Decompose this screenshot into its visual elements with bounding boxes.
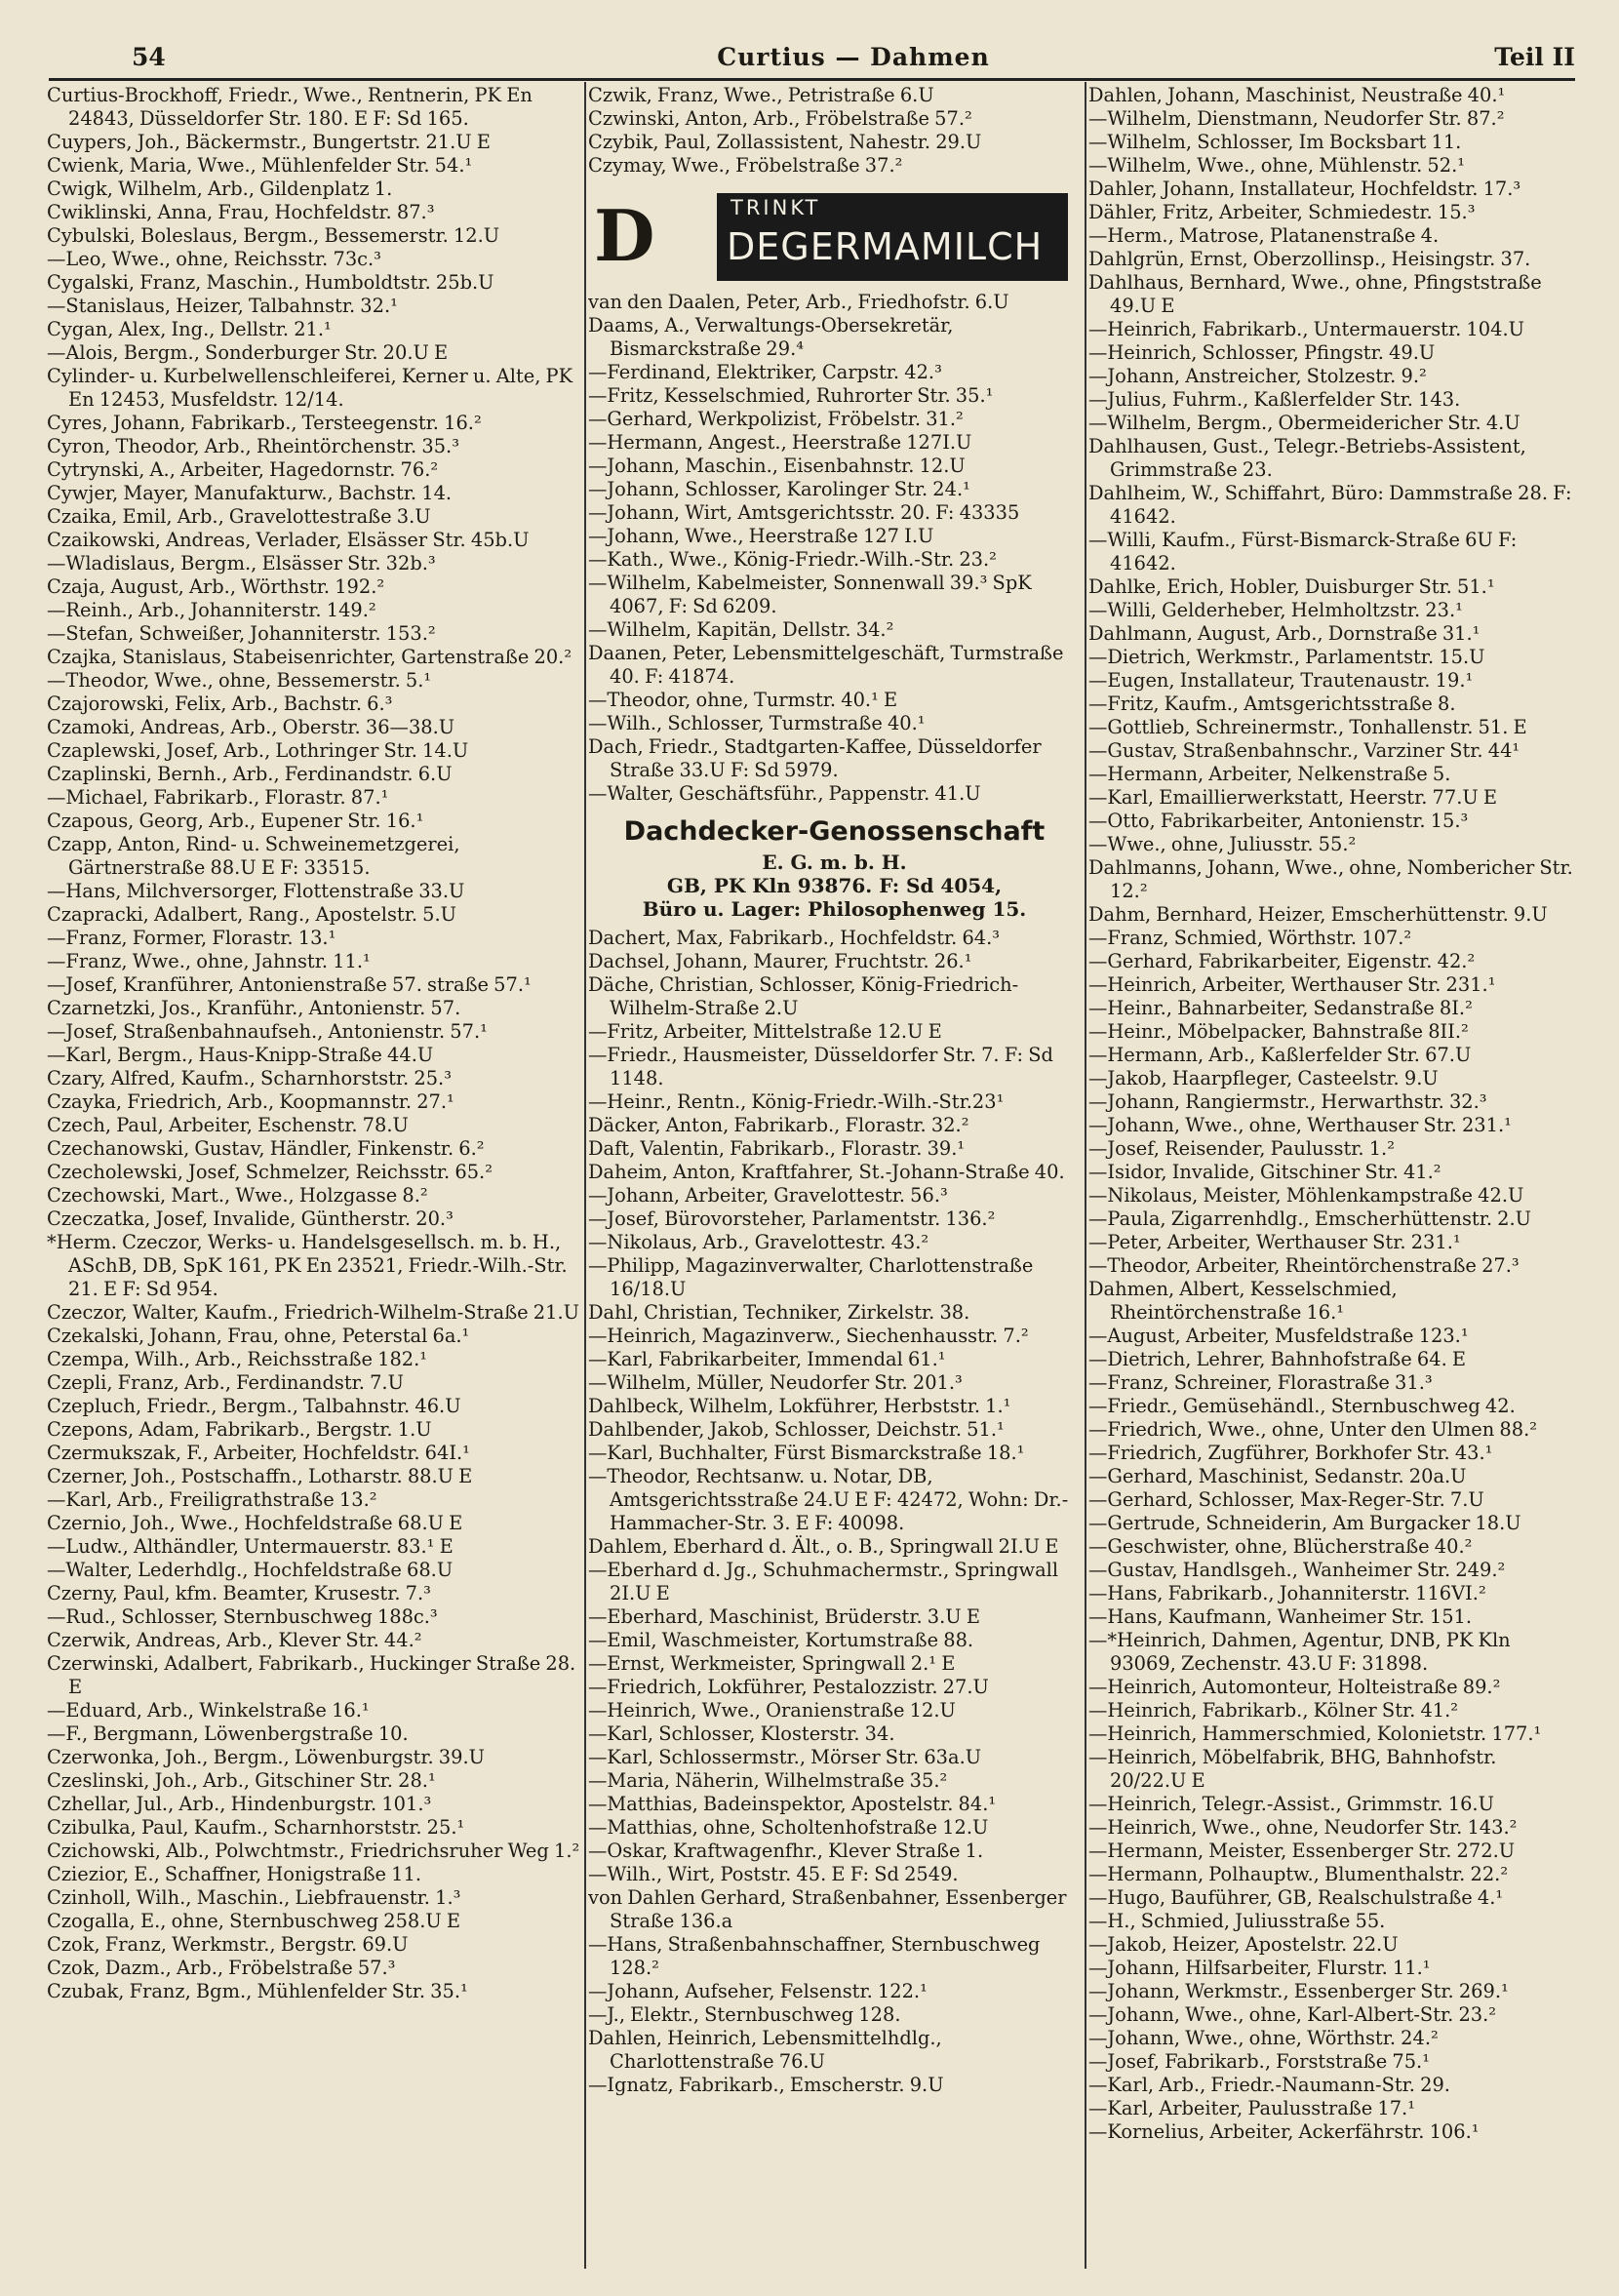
directory-entry: —Heinrich, Möbelfabrik, BHG, Bahnhofstr. 20/22.U E xyxy=(1088,1746,1497,1792)
directory-entry: Czwik, Franz, Wwe., Petristraße 6.U xyxy=(588,84,934,106)
directory-entry: Dachsel, Johann, Maurer, Fruchtstr. 26.¹ xyxy=(588,950,972,972)
directory-entry: —Johann, Hilfsarbeiter, Flurstr. 11.¹ xyxy=(1088,1957,1431,1979)
directory-entry: —Heinrich, Telegr.-Assist., Grimmstr. 16.U xyxy=(1088,1793,1494,1815)
directory-entry: —Heinr., Rentn., König-Friedr.-Wilh.-Str.23¹ xyxy=(588,1090,1005,1113)
directory-entry: —Emil, Waschmeister, Kortumstraße 88. xyxy=(588,1629,974,1651)
directory-entry: —Heinrich, Wwe., Oranienstraße 12.U xyxy=(588,1699,956,1722)
directory-entry: Cygan, Alex, Ing., Dellstr. 21.¹ xyxy=(47,318,332,340)
directory-entry: Czok, Dazm., Arb., Fröbelstraße 57.³ xyxy=(47,1957,396,1979)
directory-entry: Daams, A., Verwaltungs-Obersekretär, Bismarckstraße 29.⁴ xyxy=(588,314,954,360)
coop-address: Büro u. Lager: Philosophenweg 15. xyxy=(642,897,1027,921)
directory-entry: Cybulski, Boleslaus, Bergm., Bessemerstr. 12.U xyxy=(47,224,500,247)
directory-entry: —Theodor, Arbeiter, Rheintörchenstraße 27.³ xyxy=(1088,1254,1520,1277)
directory-entry: Czichowski, Alb., Polwchtmstr., Friedrichsruher Weg 1.² xyxy=(47,1840,580,1862)
directory-entry: Daft, Valentin, Fabrikarb., Florastr. 39.¹ xyxy=(588,1137,966,1160)
directory-entry: —Johann, Aufseher, Felsenstr. 122.¹ xyxy=(588,1980,928,2002)
directory-entry: Czapp, Anton, Rind- u. Schweinemetzgerei, Gärtnerstraße 88.U E F: 33515. xyxy=(47,833,460,879)
directory-entry: —Wilhelm, Schlosser, Im Bocksbart 11. xyxy=(1088,131,1462,153)
directory-entry: Dahlheim, W., Schiffahrt, Büro: Dammstraße 28. F: 41642. xyxy=(1088,482,1572,528)
directory-entry: von Dahlen Gerhard, Straßenbahner, Essenberger Straße 136.a xyxy=(588,1886,1067,1932)
directory-entry: —F., Bergmann, Löwenbergstraße 10. xyxy=(47,1722,409,1745)
directory-entry: Czaplewski, Josef, Arb., Lothringer Str. 14.U xyxy=(47,739,469,762)
directory-entry: —Karl, Emaillierwerkstatt, Heerstr. 77.U E xyxy=(1088,786,1498,809)
directory-entry: —Paula, Zigarrenhdlg., Emscherhüttenstr. 2.U xyxy=(1088,1207,1532,1230)
directory-entry: —Theodor, Rechtsanw. u. Notar, DB, Amtsgerichtsstraße 24.U E F: 42472, Wohn: Dr.-Hammacher-Str. 3. E F: 40098. xyxy=(588,1465,1069,1534)
directory-entry: —Heinrich, Wwe., ohne, Neudorfer Str. 143.² xyxy=(1088,1816,1518,1839)
directory-entry: Dähler, Fritz, Arbeiter, Schmiedestr. 15.³ xyxy=(1088,201,1476,223)
directory-entry: —Eduard, Arb., Winkelstraße 16.¹ xyxy=(47,1699,370,1722)
directory-entry: Czerwinski, Adalbert, Fabrikarb., Huckinger Straße 28. E xyxy=(47,1652,576,1698)
directory-entry: —Heinrich, Fabrikarb., Untermauerstr. 104.U xyxy=(1088,318,1524,340)
directory-entry: —Walter, Geschäftsführ., Pappenstr. 41.U xyxy=(588,782,981,805)
directory-entry: —Hans, Straßenbahnschaffner, Sternbuschweg 128.² xyxy=(588,1933,1041,1979)
directory-entry: Cyron, Theodor, Arb., Rheintörchenstr. 35.³ xyxy=(47,435,459,457)
directory-entry: —Peter, Arbeiter, Werthauser Str. 231.¹ xyxy=(1088,1231,1461,1253)
directory-entry: Czary, Alfred, Kaufm., Scharnhorststr. 25.³ xyxy=(47,1067,452,1089)
directory-entry: —Michael, Fabrikarb., Florastr. 87.¹ xyxy=(47,786,389,809)
directory-entry: —Karl, Arb., Freiligrathstraße 13.² xyxy=(47,1488,377,1511)
directory-entry: —Heinr., Bahnarbeiter, Sedanstraße 8I.² xyxy=(1088,997,1473,1019)
directory-entry: Dahlhaus, Bernhard, Wwe., ohne, Pfingststraße 49.U E xyxy=(1088,271,1542,317)
directory-entry: Czerwonka, Joh., Bergm., Löwenburgstr. 39.U xyxy=(47,1746,485,1768)
directory-entry: Dachert, Max, Fabrikarb., Hochfeldstr. 64.³ xyxy=(588,927,1001,949)
directory-entry: —Rud., Schlosser, Sternbuschweg 188c.³ xyxy=(47,1605,438,1628)
directory-entry: Dahlmanns, Johann, Wwe., ohne, Nombericher Str. 12.² xyxy=(1088,856,1573,902)
advertisement xyxy=(588,183,1081,289)
column-2 xyxy=(588,84,1081,2269)
directory-entry: —Karl, Arb., Friedr.-Naumann-Str. 29. xyxy=(1088,2074,1450,2096)
directory-entry: Czybik, Paul, Zollassistent, Nahestr. 29.U xyxy=(588,131,982,153)
directory-entry: Czogalla, E., ohne, Sternbuschweg 258.U E xyxy=(47,1910,461,1932)
directory-entry: Czinholl, Wilh., Maschin., Liebfrauenstr. 1.³ xyxy=(47,1886,461,1909)
directory-entry: —Fritz, Arbeiter, Mittelstraße 12.U E xyxy=(588,1020,942,1043)
directory-entry: —Hans, Kaufmann, Wanheimer Str. 151. xyxy=(1088,1605,1473,1628)
directory-entry: —Matthias, ohne, Scholtenhofstraße 12.U xyxy=(588,1816,989,1839)
directory-entry: —Franz, Schreiner, Florastraße 31.³ xyxy=(1088,1371,1433,1394)
directory-entry: Dahler, Johann, Installateur, Hochfeldstr. 17.³ xyxy=(1088,178,1521,200)
directory-entry: —Friedrich, Wwe., ohne, Unter den Ulmen 88.² xyxy=(1088,1418,1538,1441)
column-1 xyxy=(47,84,581,2269)
directory-entry: —J., Elektr., Sternbuschweg 128. xyxy=(588,2003,901,2026)
directory-entry: —Wwe., ohne, Juliusstr. 55.² xyxy=(1088,833,1357,855)
directory-entry: Däche, Christian, Schlosser, König-Friedrich-Wilhelm-Straße 2.U xyxy=(588,973,1019,1019)
directory-entry: —Gottlieb, Schreinermstr., Tonhallenstr. 51. E xyxy=(1088,716,1527,738)
directory-entry: —Franz, Wwe., ohne, Jahnstr. 11.¹ xyxy=(47,950,371,972)
directory-entry: Cywjer, Mayer, Manufakturw., Bachstr. 14. xyxy=(47,482,453,504)
directory-entry: —Hermann, Angest., Heerstraße 127I.U xyxy=(588,431,972,454)
coop-legal-form: E. G. m. b. H. xyxy=(762,851,907,874)
directory-entry: —Karl, Schlosser, Klosterstr. 34. xyxy=(588,1722,895,1745)
directory-entry: —Hermann, Arbeiter, Nelkenstraße 5. xyxy=(1088,763,1451,785)
directory-entry: Czepons, Adam, Fabrikarb., Bergstr. 1.U xyxy=(47,1418,432,1441)
directory-entry: —Heinrich, Schlosser, Pfingstr. 49.U xyxy=(1088,341,1436,364)
directory-entry: —Hermann, Polhauptw., Blumenthalstr. 22.² xyxy=(1088,1863,1509,1885)
directory-entry: —Friedrich, Zugführer, Borkhofer Str. 43.¹ xyxy=(1088,1442,1493,1464)
directory-entry: Cyres, Johann, Fabrikarb., Tersteegenstr. 16.² xyxy=(47,412,482,434)
directory-entry: Czhellar, Jul., Arb., Hindenburgstr. 101.³ xyxy=(47,1793,432,1815)
directory-entry: —Alois, Bergm., Sonderburger Str. 20.U E xyxy=(47,341,449,364)
directory-entry: Daheim, Anton, Kraftfahrer, St.-Johann-Straße 40. xyxy=(588,1161,1065,1183)
directory-entry: —Nikolaus, Meister, Möhlenkampstraße 42.U xyxy=(1088,1184,1524,1207)
directory-entry: —Jakob, Haarpfleger, Casteelstr. 9.U xyxy=(1088,1067,1439,1089)
directory-entry: Dahlhausen, Gust., Telegr.-Betriebs-Assistent, Grimmstraße 23. xyxy=(1088,435,1526,481)
directory-entry: —Ignatz, Fabrikarb., Emscherstr. 9.U xyxy=(588,2074,944,2096)
directory-entry: Czermukszak, F., Arbeiter, Hochfeldstr. 64I.¹ xyxy=(47,1442,470,1464)
directory-entry: Däcker, Anton, Fabrikarb., Florastr. 32.² xyxy=(588,1114,969,1136)
directory-entry: Czymay, Wwe., Fröbelstraße 37.² xyxy=(588,154,903,177)
directory-entry: —Franz, Former, Florastr. 13.¹ xyxy=(47,927,336,949)
directory-entry: —Karl, Arbeiter, Paulusstraße 17.¹ xyxy=(1088,2097,1415,2119)
directory-entry: —Stefan, Schweißer, Johanniterstr. 153.² xyxy=(47,622,436,645)
directory-entry: —Wilhelm, Müller, Neudorfer Str. 201.³ xyxy=(588,1371,963,1394)
directory-entry: —Johann, Anstreicher, Stolzestr. 9.² xyxy=(1088,365,1427,387)
directory-entry: —Gerhard, Werkpolizist, Fröbelstr. 31.² xyxy=(588,408,964,430)
coop-contact: GB, PK Kln 93876. F: Sd 4054, xyxy=(666,874,1003,897)
directory-entry: —Wilhelm, Kapitän, Dellstr. 34.² xyxy=(588,618,894,641)
directory-entry: —Karl, Fabrikarbeiter, Immendal 61.¹ xyxy=(588,1348,946,1370)
directory-entry: Cwienk, Maria, Wwe., Mühlenfelder Str. 54.¹ xyxy=(47,154,473,177)
directory-entry: —Johann, Werkmstr., Essenberger Str. 269.¹ xyxy=(1088,1980,1509,2002)
directory-entry: —Josef, Kranführer, Antonienstraße 57. straße 57.¹ xyxy=(47,973,532,996)
directory-entry: —Ernst, Werkmeister, Springwall 2.¹ E xyxy=(588,1652,956,1675)
directory-entry: —Wilhelm, Bergm., Obermeidericher Str. 4.U xyxy=(1088,412,1520,434)
directory-entry: —Kath., Wwe., König-Friedr.-Wilh.-Str. 23.² xyxy=(588,548,997,571)
directory-entry: Czibulka, Paul, Kaufm., Scharnhorststr. 25.¹ xyxy=(47,1816,465,1839)
directory-entry: —Johann, Rangiermstr., Herwarthstr. 32.³ xyxy=(1088,1090,1487,1113)
directory-entry: —Dietrich, Lehrer, Bahnhofstraße 64. E xyxy=(1088,1348,1467,1370)
directory-entry: Czajorowski, Felix, Arb., Bachstr. 6.³ xyxy=(47,693,393,715)
column-divider xyxy=(584,82,586,2269)
directory-entry: van den Daalen, Peter, Arb., Friedhofstr. 6.U xyxy=(588,291,1009,313)
entry-group xyxy=(588,927,1081,2097)
directory-entry: —Stanislaus, Heizer, Talbahnstr. 32.¹ xyxy=(47,295,398,317)
cooperative-notice xyxy=(588,813,1081,921)
directory-entry: —Hans, Fabrikarb., Johanniterstr. 116VI.² xyxy=(1088,1582,1486,1604)
directory-entry: Czaika, Emil, Arb., Gravelottestraße 3.U xyxy=(47,505,431,528)
directory-entry: Cuypers, Joh., Bäckermstr., Bungertstr. 21.U E xyxy=(47,131,491,153)
directory-entry: —Oskar, Kraftwagenfhr., Klever Straße 1. xyxy=(588,1840,984,1862)
directory-entry: Czajka, Stanislaus, Stabeisenrichter, Gartenstraße 20.² xyxy=(47,646,573,668)
directory-entry: —Dietrich, Werkmstr., Parlamentstr. 15.U xyxy=(1088,646,1485,668)
directory-entry: Czayka, Friedrich, Arb., Koopmannstr. 27.¹ xyxy=(47,1090,454,1113)
directory-entry: Dahlen, Heinrich, Lebensmittelhdlg., Charlottenstraße 76.U xyxy=(588,2027,942,2073)
directory-entry: —Friedr., Gemüsehändl., Sternbuschweg 42. xyxy=(1088,1395,1516,1417)
directory-entry: —Karl, Schlossermstr., Mörser Str. 63a.U xyxy=(588,1746,982,1768)
directory-entry: —Wilh., Wirt, Poststr. 45. E F: Sd 2549. xyxy=(588,1863,959,1885)
directory-entry: Dahmen, Albert, Kesselschmied, Rheintörchenstraße 16.¹ xyxy=(1088,1278,1398,1324)
directory-entry: —Hans, Milchversorger, Flottenstraße 33.U xyxy=(47,880,465,902)
column-divider xyxy=(1085,82,1086,2269)
directory-entry: —Otto, Fabrikarbeiter, Antonienstr. 15.³ xyxy=(1088,810,1469,832)
directory-entry: —Heinrich, Arbeiter, Werthauser Str. 231.¹ xyxy=(1088,973,1496,996)
directory-entry: —Heinr., Möbelpacker, Bahnstraße 8II.² xyxy=(1088,1020,1469,1043)
directory-entry: —Johann, Wwe., ohne, Wörthstr. 24.² xyxy=(1088,2027,1439,2049)
directory-entry: Curtius-Brockhoff, Friedr., Wwe., Rentnerin, PK En 24843, Düsseldorfer Str. 180. E F: Sd 165. xyxy=(47,84,533,130)
directory-entry: —Wilh., Schlosser, Turmstraße 40.¹ xyxy=(588,712,926,734)
directory-entry: Cygalski, Franz, Maschin., Humboldtstr. 25b.U xyxy=(47,271,494,294)
directory-entry: —Gustav, Straßenbahnschr., Varziner Str. 44¹ xyxy=(1088,739,1520,762)
directory-entry: Czerny, Paul, kfm. Beamter, Krusestr. 7.³ xyxy=(47,1582,431,1604)
directory-entry: *Herm. Czeczor, Werks- u. Handelsgesellsch. m. b. H., ASchB, DB, SpK 161, PK En 23521, Friedr.-Wilh.-Str. 21. E F: Sd 954. xyxy=(47,1231,568,1300)
directory-entry: Czechanowski, Gustav, Händler, Finkenstr. 6.² xyxy=(47,1137,485,1160)
directory-entry: —Ferdinand, Elektriker, Carpstr. 42.³ xyxy=(588,361,942,383)
directory-entry: —Eugen, Installateur, Trautenaustr. 19.¹ xyxy=(1088,669,1474,692)
ad-line-1: TRINKT xyxy=(731,196,821,219)
directory-entry: —Kornelius, Arbeiter, Ackerfährstr. 106.¹ xyxy=(1088,2120,1480,2143)
directory-entry: —Jakob, Heizer, Apostelstr. 22.U xyxy=(1088,1933,1399,1956)
directory-entry: —August, Arbeiter, Musfeldstraße 123.¹ xyxy=(1088,1325,1469,1347)
directory-entry: —Herm., Matrose, Platanenstraße 4. xyxy=(1088,224,1440,247)
directory-entry: —Fritz, Kesselschmied, Ruhrorter Str. 35.¹ xyxy=(588,384,994,407)
directory-entry: —Hermann, Arb., Kaßlerfelder Str. 67.U xyxy=(1088,1044,1472,1066)
directory-entry: —*Heinrich, Dahmen, Agentur, DNB, PK Kln 93069, Zechenstr. 43.U F: 31898. xyxy=(1088,1629,1511,1675)
directory-entry: —Gerhard, Fabrikarbeiter, Eigenstr. 42.² xyxy=(1088,950,1476,972)
directory-entry: —Johann, Wwe., Heerstraße 127 I.U xyxy=(588,525,934,547)
section-letter: D xyxy=(594,194,655,277)
directory-entry: Dach, Friedr., Stadtgarten-Kaffee, Düsseldorfer Straße 33.U F: Sd 5979. xyxy=(588,735,1042,781)
directory-entry: —Friedrich, Lokführer, Pestalozzistr. 27.U xyxy=(588,1676,989,1698)
directory-entry: —Maria, Näherin, Wilhelmstraße 35.² xyxy=(588,1769,948,1792)
directory-entry: —Johann, Arbeiter, Gravelottestr. 56.³ xyxy=(588,1184,948,1207)
directory-entry: Dahlen, Johann, Maschinist, Neustraße 40.¹ xyxy=(1088,84,1506,106)
directory-entry: Czernio, Joh., Wwe., Hochfeldstraße 68.U E xyxy=(47,1512,463,1534)
directory-entry: —Geschwister, ohne, Blücherstraße 40.² xyxy=(1088,1535,1473,1558)
directory-entry: —Karl, Bergm., Haus-Knipp-Straße 44.U xyxy=(47,1044,434,1066)
directory-entry: —Heinrich, Hammerschmied, Kolonietstr. 177.¹ xyxy=(1088,1722,1542,1745)
directory-entry: Czerner, Joh., Postschaffn., Lotharstr. 88.U E xyxy=(47,1465,473,1487)
directory-entry: —Josef, Fabrikarb., Forststraße 75.¹ xyxy=(1088,2050,1430,2073)
directory-entry: Cytrynski, A., Arbeiter, Hagedornstr. 76.² xyxy=(47,458,439,481)
directory-entry: —Johann, Wwe., ohne, Karl-Albert-Str. 23.² xyxy=(1088,2003,1497,2026)
directory-entry: Czubak, Franz, Bgm., Mühlenfelder Str. 35.¹ xyxy=(47,1980,468,2002)
directory-entry: —Josef, Bürovorsteher, Parlamentstr. 136.² xyxy=(588,1207,996,1230)
directory-entry: —Philipp, Magazinverwalter, Charlottenstraße 16/18.U xyxy=(588,1254,1034,1300)
directory-entry: Czekalski, Johann, Frau, ohne, Peterstal 6a.¹ xyxy=(47,1325,470,1347)
directory-entry: Dahlbender, Jakob, Schlosser, Deichstr. 51.¹ xyxy=(588,1418,1005,1441)
directory-entry: —Josef, Reisender, Paulusstr. 1.² xyxy=(1088,1137,1395,1160)
directory-entry: —Heinrich, Magazinverw., Siechenhausstr. 7.² xyxy=(588,1325,1029,1347)
directory-entry: —Hermann, Meister, Essenberger Str. 272.U xyxy=(1088,1840,1516,1862)
directory-entry: —Wilhelm, Kabelmeister, Sonnenwall 39.³ SpK 4067, F: Sd 6209. xyxy=(588,572,1032,617)
directory-entry: —Gertrude, Schneiderin, Am Burgacker 18.U xyxy=(1088,1512,1521,1534)
directory-entry: —Theodor, ohne, Turmstr. 40.¹ E xyxy=(588,689,898,711)
directory-entry: —Nikolaus, Arb., Gravelottestr. 43.² xyxy=(588,1231,929,1253)
running-head: Curtius — Dahmen xyxy=(717,43,990,71)
part-label: Teil II xyxy=(1494,43,1575,71)
directory-entry: —Ludw., Althändler, Untermauerstr. 83.¹ E xyxy=(47,1535,454,1558)
directory-entry: —Johann, Wirt, Amtsgerichtsstr. 20. F: 43335 xyxy=(588,501,1020,524)
directory-entry: —Willi, Gelderheber, Helmholtzstr. 23.¹ xyxy=(1088,599,1463,621)
directory-entry: —Theodor, Wwe., ohne, Bessemerstr. 5.¹ xyxy=(47,669,432,692)
directory-entry: —Karl, Buchhalter, Fürst Bismarckstraße 18.¹ xyxy=(588,1442,1025,1464)
directory-entry: Czerwik, Andreas, Arb., Klever Str. 44.² xyxy=(47,1629,422,1651)
directory-entry: Czarnetzki, Jos., Kranführ., Antonienstr. 57. xyxy=(47,997,461,1019)
directory-entry: Dahl, Christian, Techniker, Zirkelstr. 38. xyxy=(588,1301,970,1324)
directory-entry: —Leo, Wwe., ohne, Reichsstr. 73c.³ xyxy=(47,248,381,270)
directory-entry: Czapous, Georg, Arb., Eupener Str. 16.¹ xyxy=(47,810,424,832)
directory-entry: —Johann, Wwe., ohne, Werthauser Str. 231.¹ xyxy=(1088,1114,1512,1136)
directory-entry: Cwigk, Wilhelm, Arb., Gildenplatz 1. xyxy=(47,178,393,200)
entry-group xyxy=(588,84,1081,178)
directory-entry: Czaikowski, Andreas, Verlader, Elsässer Str. 45b.U xyxy=(47,529,530,551)
directory-entry: —Josef, Straßenbahnaufseh., Antonienstr. 57.¹ xyxy=(47,1020,488,1043)
directory-entry: Dahm, Bernhard, Heizer, Emscherhüttenstr. 9.U xyxy=(1088,903,1548,926)
directory-entry: Czepli, Franz, Arb., Ferdinandstr. 7.U xyxy=(47,1371,404,1394)
directory-entry: Czeczor, Walter, Kaufm., Friedrich-Wilhelm-Straße 21.U xyxy=(47,1301,579,1324)
directory-entry: —Johann, Schlosser, Karolinger Str. 24.¹ xyxy=(588,478,970,500)
directory-entry: Dahlbeck, Wilhelm, Lokführer, Herbststr. 1.¹ xyxy=(588,1395,1011,1417)
directory-entry: —Friedr., Hausmeister, Düsseldorfer Str. 7. F: Sd 1148. xyxy=(588,1044,1053,1089)
directory-entry: —Franz, Schmied, Wörthstr. 107.² xyxy=(1088,927,1412,949)
directory-entry: Czapracki, Adalbert, Rang., Apostelstr. 5.U xyxy=(47,903,457,926)
directory-entry: Dahlke, Erich, Hobler, Duisburger Str. 51.¹ xyxy=(1088,575,1495,598)
directory-entry: Czwinski, Anton, Arb., Fröbelstraße 57.² xyxy=(588,107,972,130)
directory-entry: Czech, Paul, Arbeiter, Eschenstr. 78.U xyxy=(47,1114,409,1136)
coop-name: Dachdecker-Genossenschaft xyxy=(623,816,1046,847)
directory-entry: —Wilhelm, Dienstmann, Neudorfer Str. 87.² xyxy=(1088,107,1505,130)
directory-entry: Czaja, August, Arb., Wörthstr. 192.² xyxy=(47,575,385,598)
directory-entry: —Fritz, Kaufm., Amtsgerichtsstraße 8. xyxy=(1088,693,1456,715)
directory-entry: —Matthias, Badeinspektor, Apostelstr. 84.¹ xyxy=(588,1793,997,1815)
directory-entry: Czempa, Wilh., Arb., Reichsstraße 182.¹ xyxy=(47,1348,428,1370)
directory-entry: —Johann, Maschin., Eisenbahnstr. 12.U xyxy=(588,455,966,477)
directory-entry: —Eberhard, Maschinist, Brüderstr. 3.U E xyxy=(588,1605,980,1628)
directory-entry: —Walter, Lederhdlg., Hochfeldstraße 68.U xyxy=(47,1559,454,1581)
directory-entry: —Eberhard d. Jg., Schuhmachermstr., Springwall 2I.U E xyxy=(588,1559,1059,1604)
directory-entry: Dahlgrün, Ernst, Oberzollinsp., Heisingstr. 37. xyxy=(1088,248,1531,270)
directory-entry: —Hugo, Bauführer, GB, Realschulstraße 4.¹ xyxy=(1088,1886,1504,1909)
directory-entry: —Heinrich, Automonteur, Holteistraße 89.² xyxy=(1088,1676,1501,1698)
directory-entry: —Wladislaus, Bergm., Elsässer Str. 32b.³ xyxy=(47,552,436,574)
directory-entry: Czeslinski, Joh., Arb., Gitschiner Str. 28.¹ xyxy=(47,1769,436,1792)
directory-entry: Czeczatka, Josef, Invalide, Güntherstr. 20.³ xyxy=(47,1207,454,1230)
directory-entry: Czechowski, Mart., Wwe., Holzgasse 8.² xyxy=(47,1184,428,1207)
column-3 xyxy=(1088,84,1575,2269)
directory-entry: Czepluch, Friedr., Bergm., Talbahnstr. 46.U xyxy=(47,1395,461,1417)
directory-entry: —H., Schmied, Juliusstraße 55. xyxy=(1088,1910,1386,1932)
directory-entry: Dahlmann, August, Arb., Dornstraße 31.¹ xyxy=(1088,622,1481,645)
directory-entry: —Gerhard, Schlosser, Max-Reger-Str. 7.U xyxy=(1088,1488,1484,1511)
directory-entry: Czecholewski, Josef, Schmelzer, Reichsstr. 65.² xyxy=(47,1161,493,1183)
directory-entry: —Julius, Fuhrm., Kaßlerfelder Str. 143. xyxy=(1088,388,1461,411)
directory-entry: Cwiklinski, Anna, Frau, Hochfeldstr. 87.³ xyxy=(47,201,435,223)
directory-entry: Dahlem, Eberhard d. Ält., o. B., Springwall 2I.U E xyxy=(588,1535,1059,1558)
directory-entry: Czamoki, Andreas, Arb., Oberstr. 36—38.U xyxy=(47,716,455,738)
directory-entry: —Isidor, Invalide, Gitschiner Str. 41.² xyxy=(1088,1161,1441,1183)
directory-entry: —Wilhelm, Wwe., ohne, Mühlenstr. 52.¹ xyxy=(1088,154,1466,177)
directory-entry: —Heinrich, Fabrikarb., Kölner Str. 41.² xyxy=(1088,1699,1459,1722)
directory-entry: —Reinh., Arb., Johanniterstr. 149.² xyxy=(47,599,376,621)
page-number: 54 xyxy=(132,43,166,71)
ad-banner xyxy=(717,193,1068,281)
directory-entry: —Gustav, Handlsgeh., Wanheimer Str. 249.² xyxy=(1088,1559,1506,1581)
ad-line-2: DEGERMAMILCH xyxy=(727,225,1044,268)
directory-entry: —Willi, Kaufm., Fürst-Bismarck-Straße 6U F: 41642. xyxy=(1088,529,1518,574)
directory-entry: Czok, Franz, Werkmstr., Bergstr. 69.U xyxy=(47,1933,409,1956)
directory-entry: Daanen, Peter, Lebensmittelgeschäft, Turmstraße 40. F: 41874. xyxy=(588,642,1064,688)
entry-group xyxy=(588,291,1081,806)
directory-entry: Cziezior, E., Schaffner, Honigstraße 11. xyxy=(47,1863,422,1885)
header-rule xyxy=(49,78,1575,81)
directory-entry: —Gerhard, Maschinist, Sedanstr. 20a.U xyxy=(1088,1465,1467,1487)
page-header xyxy=(132,39,1575,76)
directory-entry: Czaplinski, Bernh., Arb., Ferdinandstr. 6.U xyxy=(47,763,453,785)
directory-entry: Cylinder- u. Kurbelwellenschleiferei, Kerner u. Alte, PK En 12453, Musfeldstr. 12/14. xyxy=(47,365,573,411)
